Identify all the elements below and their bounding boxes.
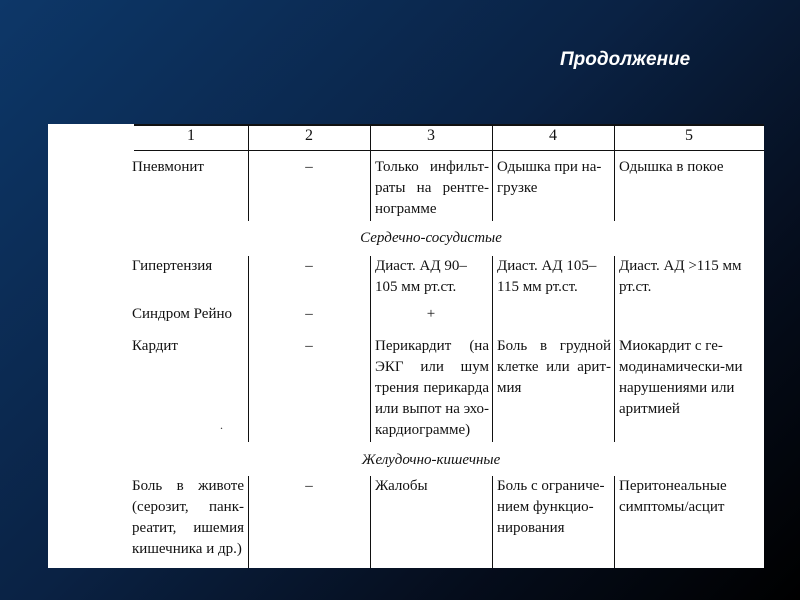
grade-2-value: – [305,338,313,354]
grade-4-value: Одышка при на-грузке [497,159,602,196]
row-divider [370,256,371,442]
grade-5-value: Одышка в покое [619,159,724,175]
row-divider [370,151,371,221]
scanned-table [48,124,764,568]
grade-4-value: Боль в грудной клетке или арит-мия [497,338,611,396]
row-divider [614,256,615,442]
grade-4-value: Боль с ограниче-нием функцио-нирования [497,478,605,536]
row-divider [370,476,371,568]
row-name: Синдром Рейно [132,306,233,322]
section-label-cardiovascular: Сердечно-сосудистые [360,230,502,246]
row-divider [492,256,493,442]
grade-5-value: Диаст. АД >115 мм рт.ст. [619,258,742,295]
section-label-gastrointestinal: Желудочно-кишечные [361,452,501,468]
row-divider [492,151,493,221]
row-name: Пневмонит [132,159,204,175]
col-header-4: 4 [549,127,557,144]
col-header-1: 1 [187,127,195,144]
grade-3-value: Жалобы [375,478,428,494]
grade-3-value: Перикардит (на ЭКГ или шум трения перикарда или выпот на эхо-кардиограмме) [375,338,489,438]
row-name: Боль в животе (серозит, панк-реатит, ишемия кишечника и др.) [132,478,244,557]
grade-3-value: Только инфильт-раты на рентге-нограмме [375,159,489,217]
grade-3-value: Диаст. АД 90–105 мм рт.ст. [375,258,467,295]
grade-2-value: – [305,478,313,494]
grade-2-value: – [305,159,313,175]
row-divider [492,476,493,568]
row-divider [614,476,615,568]
slide-title: Продолжение [560,49,691,70]
col-header-5: 5 [685,127,693,144]
row-divider [614,151,615,221]
grade-2-value: – [305,306,313,322]
row-name: Кардит [132,338,178,354]
grade-4-value: Диаст. АД 105–115 мм рт.ст. [497,258,597,295]
col-header-2: 2 [305,127,313,144]
grade-5-value: Миокардит с ге-модинамически-ми нарушениями или аритмией [619,338,743,417]
header-rule [134,150,764,151]
col-header-3: 3 [427,127,435,144]
row-name: Гипертензия [132,258,213,274]
grade-2-value: – [305,258,313,274]
grade-5-value: Перитонеальные симптомы/асцит [619,478,727,515]
scan-speck: . [220,418,223,432]
grade-3-value: + [426,306,436,322]
top-rule [134,124,764,126]
